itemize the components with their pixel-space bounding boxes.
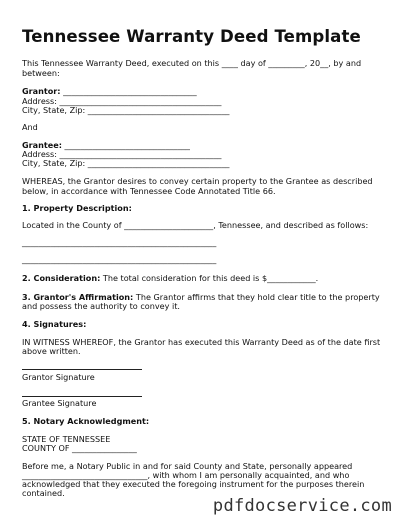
notary-county: COUNTY OF ________________	[22, 443, 137, 453]
affirmation-line-2: and possess the authority to convey it.	[22, 301, 180, 311]
grantee-address: Address: ________________________________________	[22, 149, 222, 159]
grantor-signature-label: Grantor Signature	[22, 372, 95, 382]
notary-state: STATE OF TENNESSEE	[22, 434, 111, 444]
property-blank-2: ________________________________________________	[22, 254, 217, 264]
property-county-line: Located in the County of ______________________, Tennessee, and described as follows:	[22, 220, 369, 230]
notary-line-3: acknowledged that they executed the foregoing instrument for the purposes therein	[22, 479, 365, 489]
section-2-line	[22, 273, 318, 283]
grantor-name-line	[22, 86, 197, 96]
property-blank-1: ________________________________________________	[22, 237, 217, 247]
whereas-line-2: below, in accordance with Tennessee Code Annotated Title 66.	[22, 186, 276, 196]
section-1-heading: 1. Property Description:	[22, 203, 132, 213]
grantor-label: Grantor:	[22, 86, 61, 96]
grantee-label: Grantee:	[22, 140, 62, 150]
grantee-city-state-zip: City, State, Zip: ___________________________________	[22, 158, 230, 168]
grantor-city-state-zip: City, State, Zip: ___________________________________	[22, 105, 230, 115]
grantee-signature-label: Grantee Signature	[22, 398, 97, 408]
section-3-heading: 3. Grantor's Affirmation:	[22, 292, 134, 302]
section-2-heading: 2. Consideration:	[22, 273, 101, 283]
page-title: Tennessee Warranty Deed Template	[22, 27, 361, 46]
section-5-heading: 5. Notary Acknowledgment:	[22, 416, 150, 426]
intro-line-1: This Tennessee Warranty Deed, executed on this ____ day of _________, 20__, by and	[22, 58, 362, 68]
grantee-name-blank: _______________________________	[61, 140, 190, 150]
consideration-text: The total consideration for this deed is $____________.	[100, 273, 319, 283]
grantor-address: Address: ________________________________________	[22, 96, 222, 106]
grantee-signature-line	[22, 396, 142, 397]
grantor-name-blank: _________________________________	[60, 86, 197, 96]
and-text: And	[22, 122, 38, 132]
site-watermark: pdfdocservice.com	[212, 496, 392, 516]
whereas-line-1: WHEREAS, the Grantor desires to convey certain property to the Grantee as described	[22, 176, 373, 186]
witness-line-1: IN WITNESS WHEREOF, the Grantor has executed this Warranty Deed as of the date first	[22, 337, 381, 347]
affirmation-text: The Grantor affirms that they hold clear title to the property	[133, 292, 380, 302]
notary-line-2: _______________________________, with whom I am personally acquainted, and who	[22, 470, 350, 480]
intro-line-2: between:	[22, 68, 60, 78]
notary-line-1: Before me, a Notary Public in and for said County and State, personally appeared	[22, 461, 353, 471]
section-4-heading: 4. Signatures:	[22, 319, 87, 329]
grantor-signature-line	[22, 369, 142, 370]
witness-line-2: above written.	[22, 346, 81, 356]
notary-line-4: contained.	[22, 488, 65, 498]
